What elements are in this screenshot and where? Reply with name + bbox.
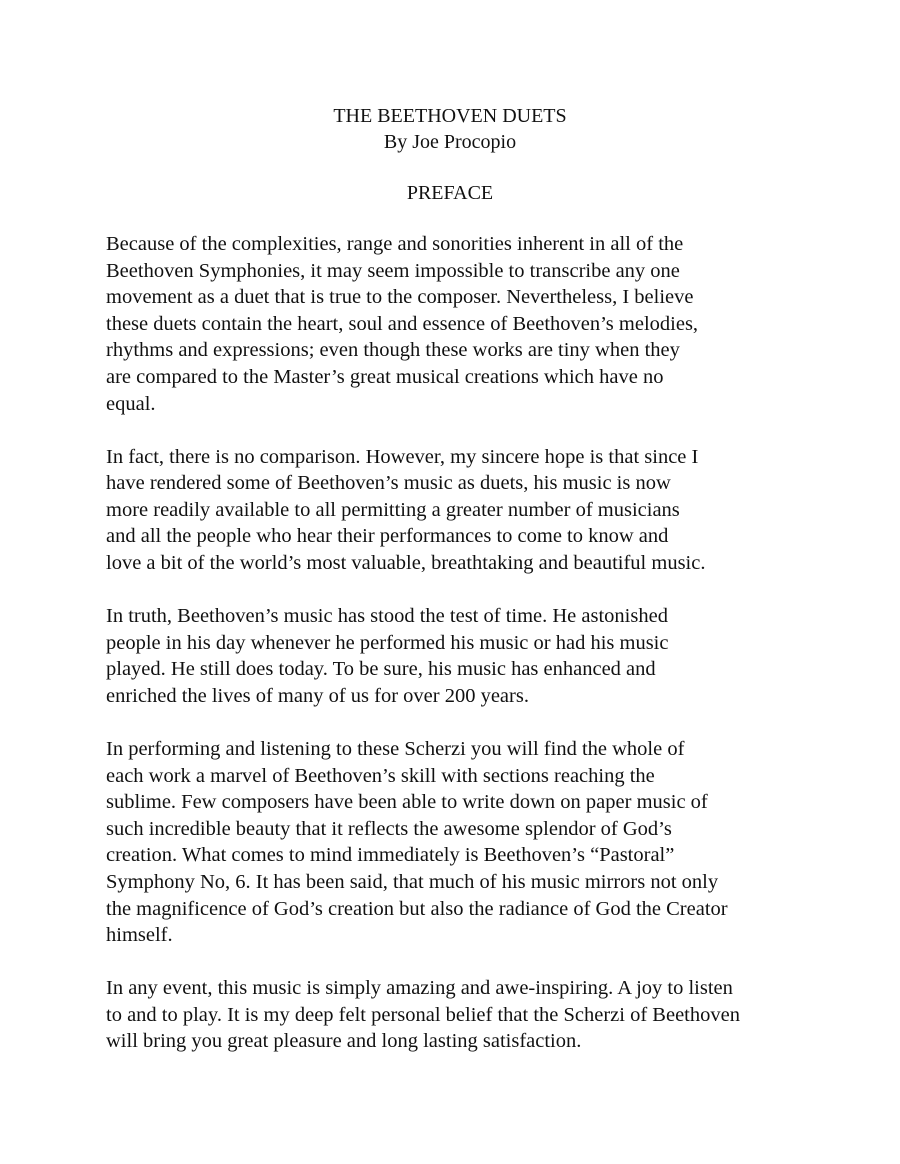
- section-heading: PREFACE: [406, 182, 494, 204]
- document-header: [0, 103, 900, 155]
- paragraph-5: In any event, this music is simply amazing and awe-inspiring. A joy to listen to and to play. It is my deep felt personal belief that the Scherzi of Beethoven will bring you great pleasure and long lasting satisfaction.: [106, 977, 740, 1053]
- document-body: [106, 231, 806, 1082]
- document-author: By Joe Procopio: [383, 131, 517, 153]
- paragraph-1: Because of the complexities, range and sonorities inherent in all of the Beethoven Symphonies, it may seem impossible to transcribe any one movement as a duet that is true to the composer. Nevertheless, I believe these duets contain the heart, soul and essence of Beethoven’s melodies, rhythms and expressions; even though these works are tiny when they are compared to the Master’s great musical creations which have no equal.: [106, 233, 699, 415]
- document-title: THE BEETHOVEN DUETS: [333, 105, 567, 127]
- paragraph-4: In performing and listening to these Scherzi you will find the whole of each work a marvel of Beethoven’s skill with sections reaching the sublime. Few composers have been able to write down on paper music of such incredible beauty that it reflects the awesome splendor of God’s creation. What comes to mind immediately is Beethoven’s “Pastoral” Symphony No, 6. It has been said, that much of his music mirrors not only the magnificence of God’s creation but also the radiance of God the Creator himself.: [106, 738, 728, 947]
- paragraph-2: In fact, there is no comparison. However, my sincere hope is that since I have rendered some of Beethoven’s music as duets, his music is now more readily available to all permitting a greater number of musicians and all the people who hear their performances to come to know and love a bit of the world’s most valuable, breathtaking and beautiful music.: [106, 445, 706, 575]
- paragraph-3: In truth, Beethoven’s music has stood the test of time. He astonished people in his day whenever he performed his music or had his music played. He still does today. To be sure, his music has enhanced and enriched the lives of many of us for over 200 years.: [106, 605, 669, 707]
